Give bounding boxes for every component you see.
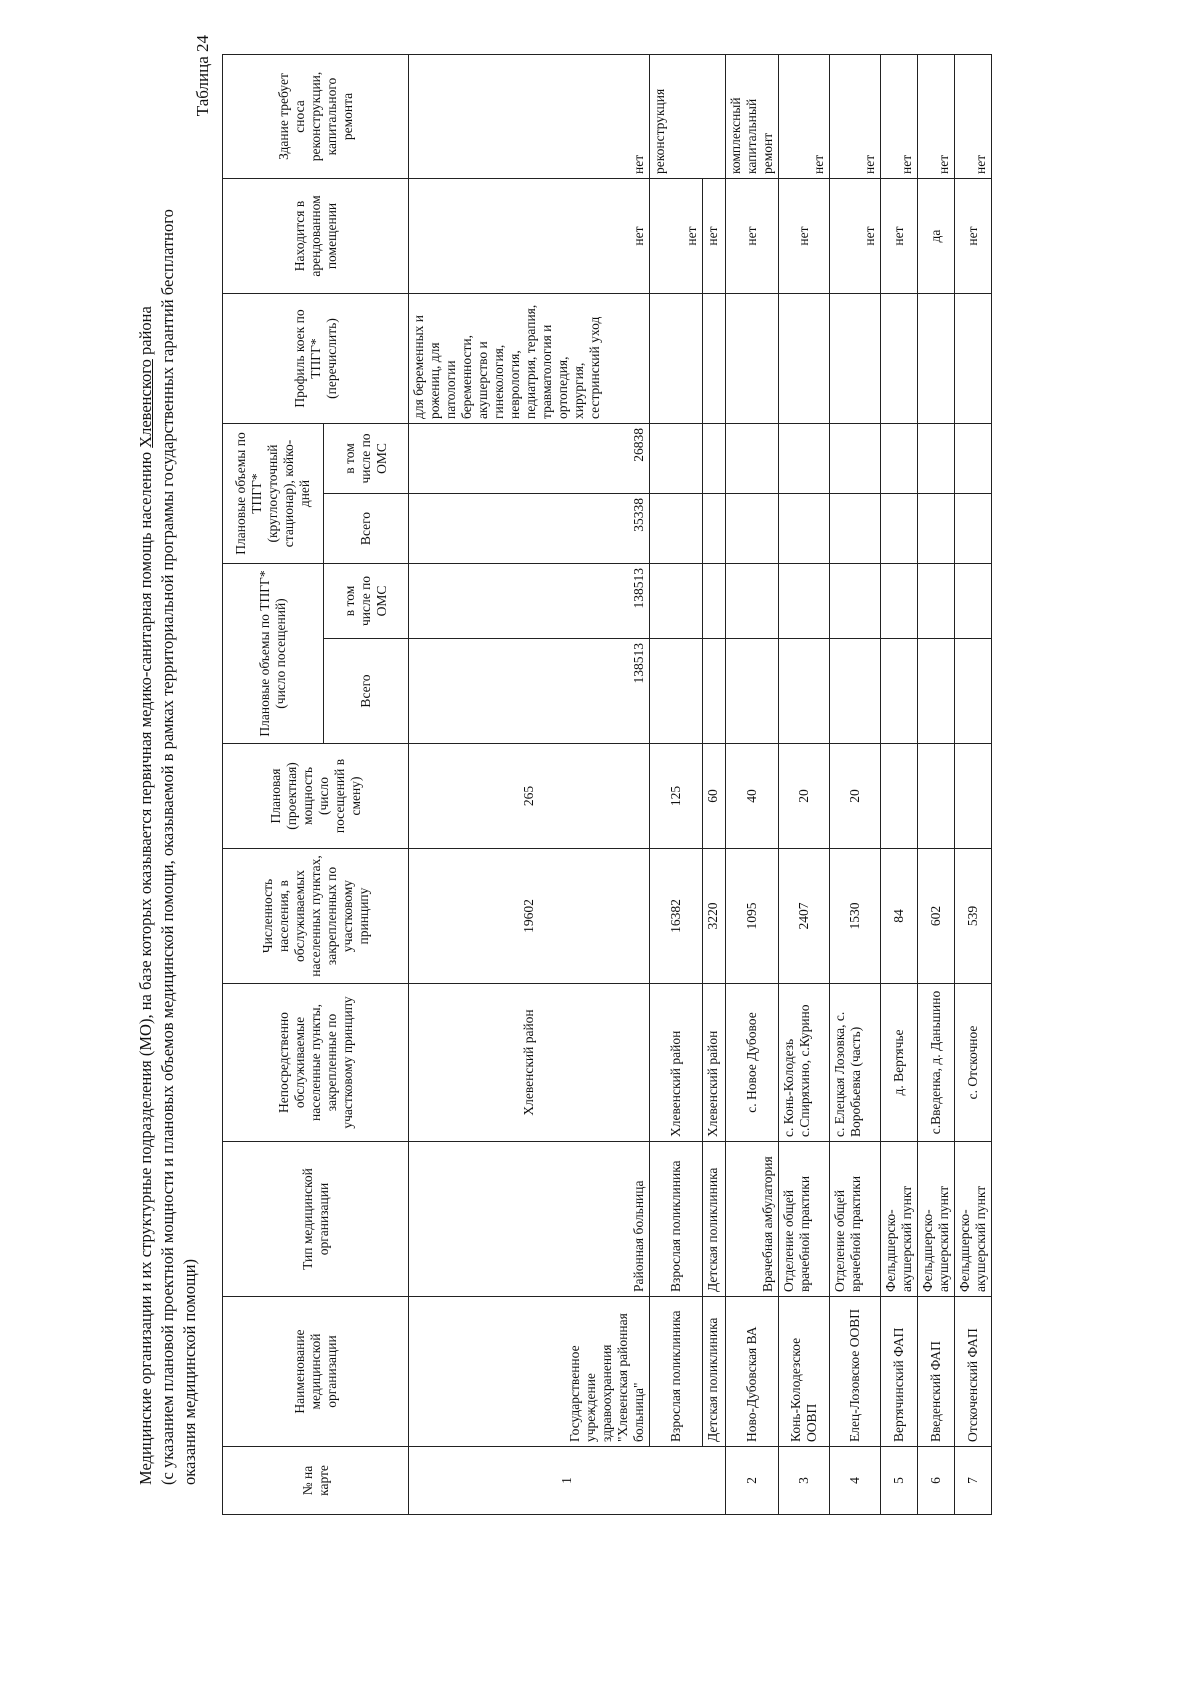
row-repair: нет [830,55,881,179]
table-row [726,55,779,1515]
row-type: Фельдшерско-акушерский пункт [918,1142,955,1297]
adult-visits-total [650,639,703,744]
col-repair: Здание требует сноса реконструкции, капитального ремонта [223,55,409,179]
heading-district-name: Хлевенского [136,359,155,448]
adult-beds-oms [650,424,703,494]
adult-visits-oms [650,564,703,639]
heading-line-1-end: района [136,306,155,360]
row-num: 6 [918,1447,955,1515]
row-capacity: 20 [779,744,830,849]
row-settlements: с. Отскочное [955,984,992,1142]
adult-type: Взрослая поликлиника [650,1142,703,1297]
col-name: Наименование медицинской организации [223,1297,409,1447]
row-population: 84 [881,849,918,984]
adult-repair: реконструкция [650,55,726,179]
table-row [955,55,992,1515]
row-type: Отделение общей врачебной практики [779,1142,830,1297]
table-number: Таблица 24 [193,35,212,117]
adult-beds-total [650,494,703,564]
table-row [830,55,881,1515]
col-rented: Находится в арендованном помещении [223,179,409,294]
org1-rented: нет [409,179,650,294]
row-capacity: 20 [830,744,881,849]
row-repair: нет [955,55,992,179]
col-capacity: Плановая (проектная) мощность (число посещений в смену) [223,744,409,849]
org1-type: Районная больница [409,1142,650,1297]
row-rented: нет [881,179,918,294]
col-population: Численность населения, в обслуживаемых населенных пунктах, закрепленных по участковому принципу [223,849,409,984]
row-name: Ново-Дубовская ВА [726,1297,779,1447]
col-num: № на карте [223,1447,409,1515]
table-row [918,55,955,1515]
row-capacity [955,744,992,849]
table-row-adult [650,55,703,1515]
row-name: Конь-Колодезское ООВП [779,1297,830,1447]
header-row [223,55,324,1515]
row-num: 5 [881,1447,918,1515]
row-repair: нет [779,55,830,179]
org1-num: 1 [409,1447,726,1515]
row-num: 4 [830,1447,881,1515]
adult-name: Взрослая поликлиника [650,1297,703,1447]
row-rented: да [918,179,955,294]
col-visits-oms: в том числе по ОМС [324,564,409,639]
col-beds-oms: в том числе по ОМС [324,424,409,494]
org1-name: Государственное учреждение здравоохранения "Хлевенская районная больница" [409,1297,650,1447]
row-capacity: 40 [726,744,779,849]
org1-profile: для беременных и рожениц, для патологии беременности, акушерство и гинекология, неврология, педиатрия, терапия, травматология и ортопедия, хирургия, сестринский уход [409,294,650,424]
child-profile [703,294,726,424]
col-beds-total: Всего [324,494,409,564]
adult-capacity: 125 [650,744,703,849]
rotated-document-page [135,35,1135,1515]
org1-capacity: 265 [409,744,650,849]
col-visits: Плановые объемы по ТПГГ* (число посещений) [223,564,324,744]
row-num: 7 [955,1447,992,1515]
heading-line-1 [135,45,157,1485]
row-name: Введенский ФАП [918,1297,955,1447]
child-rented: нет [703,179,726,294]
row-name: Елец-Лозовское ООВП [830,1297,881,1447]
child-population: 3220 [703,849,726,984]
child-type: Детская поликлиника [703,1142,726,1297]
row-population: 2407 [779,849,830,984]
row-type: Фельдшерско-акушерский пункт [881,1142,918,1297]
row-rented: нет [779,179,830,294]
org1-beds-oms: 26838 [409,424,650,494]
table-row [779,55,830,1515]
child-beds-oms [703,424,726,494]
row-population: 539 [955,849,992,984]
col-beds: Плановые объемы по ТПГГ* (круглосуточный стационар), койко-дней [223,424,324,564]
row-population: 602 [918,849,955,984]
row-name: Отскоченский ФАП [955,1297,992,1447]
adult-rented: нет [650,179,703,294]
col-visits-total: Всего [324,639,409,744]
col-profile: Профиль коек по ТПГГ* (перечислить) [223,294,409,424]
row-rented: нет [726,179,779,294]
row-repair: нет [881,55,918,179]
adult-population: 16382 [650,849,703,984]
row-settlements: д. Вертячье [881,984,918,1142]
table-row [881,55,918,1515]
col-type: Тип медицинской организации [223,1142,409,1297]
row-settlements: с. Конь-Колодезь с.Спиряхино, с.Курино [779,984,830,1142]
row-settlements: с.Введенка, д. Даньшино [918,984,955,1142]
child-capacity: 60 [703,744,726,849]
heading-line-2: (с указанием плановой проектной мощности и плановых объемов медицинской помощи, оказываемой в рамках территориальной программы государственных гарантий бесплатного [158,209,177,1485]
row-population: 1095 [726,849,779,984]
child-visits-total [703,639,726,744]
row-type: Фельдшерско-акушерский пункт [955,1142,992,1297]
row-repair: нет [918,55,955,179]
child-name: Детская поликлиника [703,1297,726,1447]
adult-settlements: Хлевенский район [650,984,703,1142]
child-beds-total [703,494,726,564]
row-population: 1530 [830,849,881,984]
row-rented: нет [830,179,881,294]
child-visits-oms [703,564,726,639]
row-type: Отделение общей врачебной практики [830,1142,881,1297]
table-row-org1 [409,55,650,1515]
organizations-table [222,54,992,1515]
heading-line-3: оказания медицинской помощи) [180,1258,199,1485]
org1-population: 19602 [409,849,650,984]
row-name: Вертячинский ФАП [881,1297,918,1447]
org1-settlements: Хлевенский район [409,984,650,1142]
org1-beds-total: 35338 [409,494,650,564]
table-row-child [703,55,726,1515]
org1-visits-oms: 138513 [409,564,650,639]
org1-repair: нет [409,55,650,179]
row-capacity [881,744,918,849]
row-rented: нет [955,179,992,294]
row-type: Врачебная амбулатория [726,1142,779,1297]
row-capacity [918,744,955,849]
row-settlements: с. Елецкая Лозовка, с. Воробьевка (часть) [830,984,881,1142]
row-repair: комплексный капитальный ремонт [726,55,779,179]
adult-profile [650,294,703,424]
col-settlements: Непосредственно обслуживаемые населенные пункты, закрепленные по участковому принципу [223,984,409,1142]
row-num: 2 [726,1447,779,1515]
row-num: 3 [779,1447,830,1515]
heading-line-1-text: Медицинские организации и их структурные подразделения (МО), на базе которых оказывается первичная медико-санитарная помощь населению [136,447,155,1485]
document-heading [135,45,201,1485]
row-settlements: с. Новое Дубовое [726,984,779,1142]
org1-visits-total: 138513 [409,639,650,744]
child-settlements: Хлевенский район [703,984,726,1142]
